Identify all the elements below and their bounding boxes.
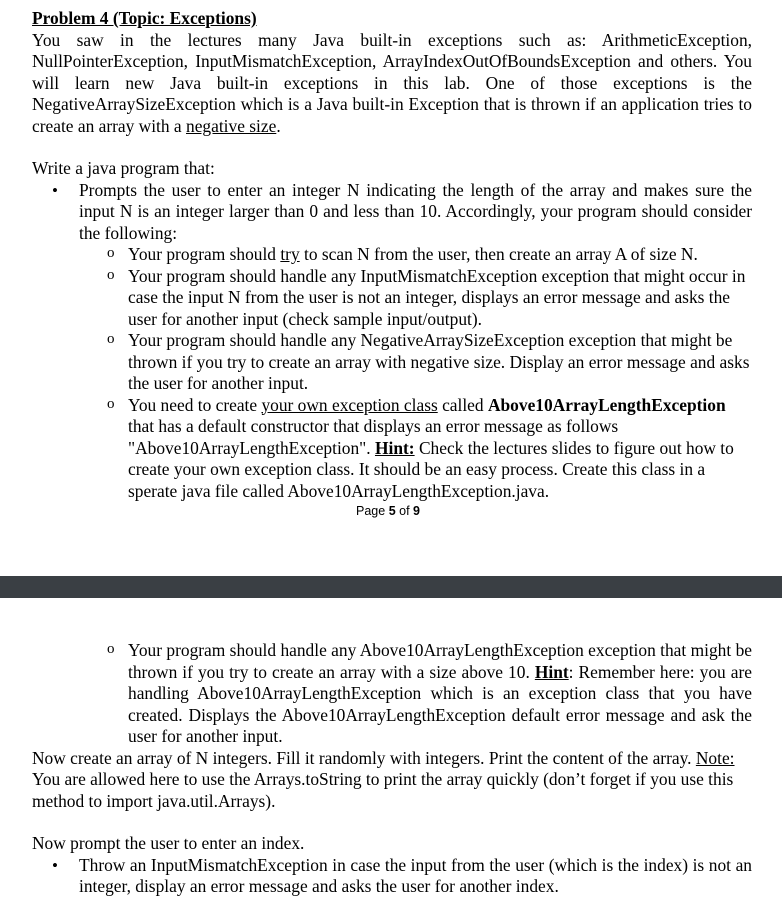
sub-item-above10-handle: o Your program should handle any Above10ArrayLengthException exception that might be thrown if you try to create an array with a size above 10. Hint: Remember here: you are handling Above10ArrayLengthException which is an exception class that you have created. Displays the Above10ArrayLengthException default error message and ask the user for another input. (32, 640, 752, 748)
sub-item-own-exception: o You need to create your own exception class called Above10ArrayLengthException that has a default constructor that displays an error message as follows "Above10ArrayLengthException". Hint: Check the lectures slides to figure out how to create your own exception class. It should be an easy process. Create this class in a sperate java file called Above10ArrayLengthException.java. (32, 395, 752, 503)
bullet-prompt-n: • Prompts the user to enter an integer N indicating the length of the array and makes sure the input N is an integer larger than 0 and less than 10. Accordingly, your program should consider the following: (32, 180, 752, 245)
intro-paragraph: You saw in the lectures many Java built-in exceptions such as: ArithmeticException, NullPointerException, InputMismatchException, ArrayIndexOutOfBoundsException and others. You will learn new Java built-in exceptions in this lab. One of those exceptions is the NegativeArraySizeException which is a Java built-in Exception that is thrown if an application tries to create an array with a negative size. (32, 29, 752, 136)
page-6-content (32, 640, 752, 898)
bullet-index-mismatch: • Throw an InputMismatchException in case the input from the user (which is the index) is not an integer, display an error message and asks the user for another index. (32, 855, 752, 898)
sub-item-try-scan: o Your program should try to scan N from the user, then create an array A of size N. (32, 244, 752, 266)
sub-item-input-mismatch: o Your program should handle any InputMismatchException exception that might occur in case the input N from the user is not an integer, displays an error message and asks the user for another input (check sample input/output). (32, 266, 752, 331)
prompt-index-paragraph: Now prompt the user to enter an index. (32, 833, 305, 853)
write-program-label: Write a java program that: (32, 158, 215, 178)
create-array-paragraph: Now create an array of N integers. Fill it randomly with integers. Print the content of the array. Note: You are allowed here to use the Arrays.toString to print the array quickly (don’t forget if you use this method to import java.util.Arrays). (32, 747, 735, 811)
page-5-content (32, 8, 752, 520)
page-number-footer: Page 5 of 9 (356, 504, 420, 518)
requirements-list-continued (32, 640, 752, 748)
document-page-6 (0, 598, 782, 901)
problem-title: Problem 4 (Topic: Exceptions) (32, 8, 257, 28)
sub-item-negative-size: o Your program should handle any NegativeArraySizeException exception that might be thrown if you try to create an array with negative size. Display an error message and asks the user for another input. (32, 330, 752, 395)
page-separator (0, 576, 782, 598)
requirements-list (32, 180, 752, 503)
index-requirements-list (32, 855, 752, 898)
